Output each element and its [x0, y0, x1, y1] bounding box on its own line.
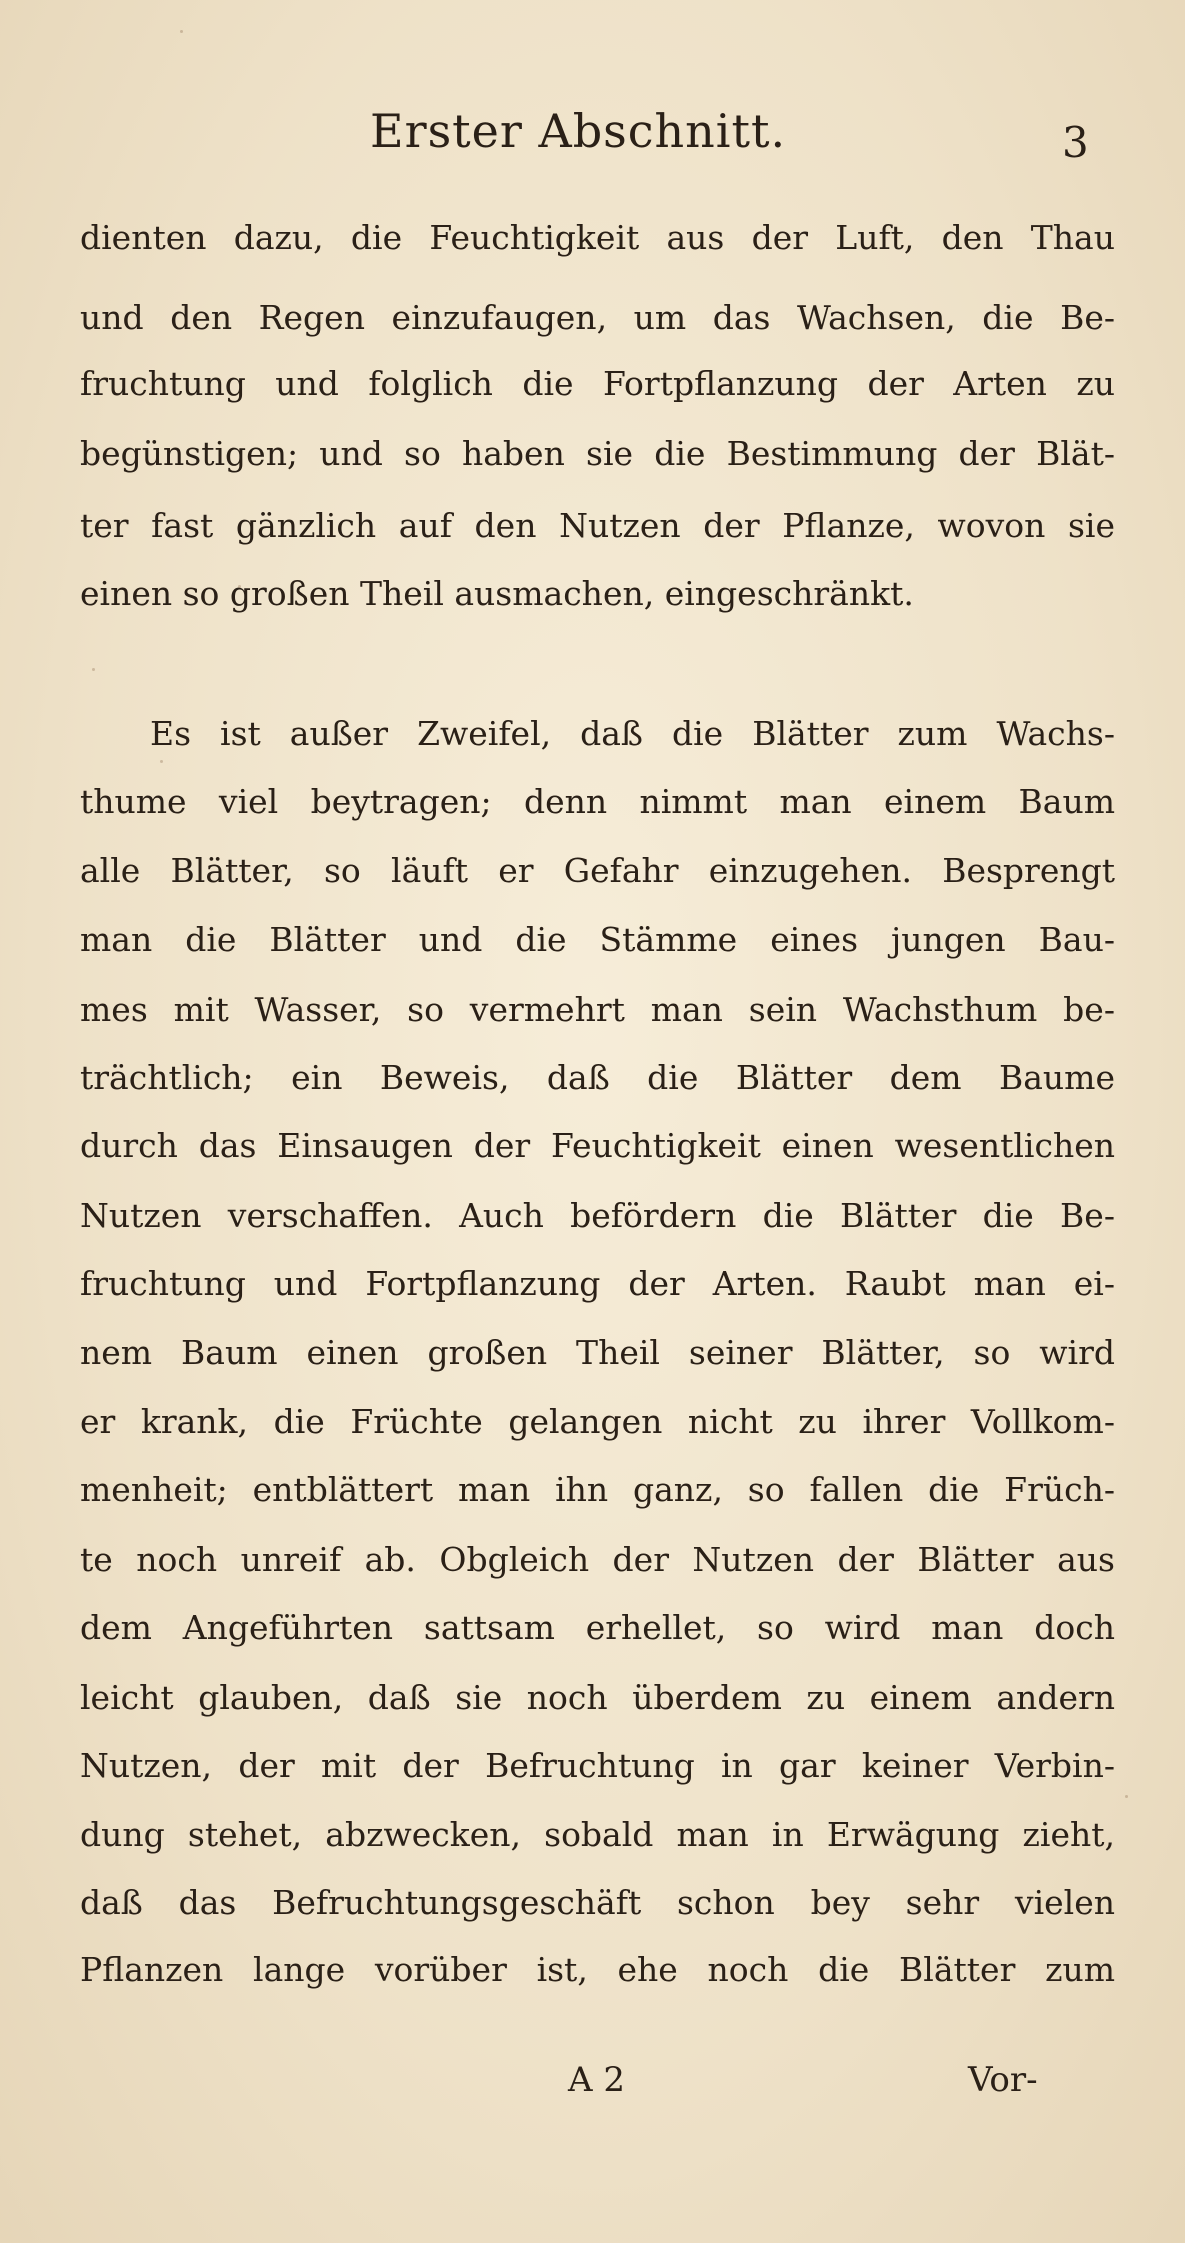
paragraph-2-line: nem Baum einen großen Theil seiner Blätter, so wird [80, 1333, 1115, 1372]
paragraph-2-line: menheit; entblättert man ihn ganz, so fallen die Früch- [80, 1470, 1115, 1509]
signature-mark: A 2 [568, 2060, 625, 2100]
paragraph-1-line: und den Regen einzufaugen, um das Wachsen, die Be- [80, 298, 1115, 337]
paragraph-2-line: Nutzen verschaffen. Auch befördern die Blätter die Be- [80, 1196, 1115, 1235]
paragraph-2-line: fruchtung und Fortpflanzung der Arten. Raubt man ei- [80, 1264, 1115, 1303]
paragraph-2-line: man die Blätter und die Stämme eines jungen Bau- [80, 920, 1115, 959]
paper-speck [1125, 1795, 1128, 1798]
paragraph-2-line: Pflanzen lange vorüber ist, ehe noch die Blätter zum [80, 1950, 1115, 1989]
page-number: 3 [1062, 118, 1089, 167]
catchword: Vor- [968, 2060, 1038, 2100]
paragraph-2-line: durch das Einsaugen der Feuchtigkeit einen wesentlichen [80, 1126, 1115, 1165]
paper-speck [160, 760, 163, 763]
paragraph-2-line: te noch unreif ab. Obgleich der Nutzen der Blätter aus [80, 1540, 1115, 1579]
paper-speck [180, 30, 183, 33]
paper-speck [92, 668, 95, 671]
running-head: Erster Abschnitt. [370, 104, 787, 158]
paragraph-2-line: Nutzen, der mit der Befruchtung in gar keiner Verbin- [80, 1746, 1115, 1785]
paragraph-1-line: dienten dazu, die Feuchtigkeit aus der Luft, den Thau [80, 218, 1115, 257]
paragraph-1-line: einen so großen Theil ausmachen, eingeschränkt. [80, 574, 914, 613]
paragraph-1-line: ter fast gänzlich auf den Nutzen der Pflanze, wovon sie [80, 506, 1115, 545]
paragraph-2-line: dung stehet, abzwecken, sobald man in Erwägung zieht, [80, 1815, 1115, 1854]
paragraph-2-line: Es ist außer Zweifel, daß die Blätter zum Wachs- [150, 714, 1115, 753]
paragraph-2-line: daß das Befruchtungsgeschäft schon bey sehr vielen [80, 1883, 1115, 1922]
paragraph-2-line: thume viel beytragen; denn nimmt man einem Baum [80, 782, 1115, 821]
paragraph-1-line: fruchtung und folglich die Fortpflanzung der Arten zu [80, 364, 1115, 403]
paragraph-2-line: leicht glauben, daß sie noch überdem zu einem andern [80, 1678, 1115, 1717]
paragraph-1-line: begünstigen; und so haben sie die Bestimmung der Blät- [80, 434, 1115, 473]
paragraph-2-line: dem Angeführten sattsam erhellet, so wird man doch [80, 1608, 1115, 1647]
paragraph-2-line: mes mit Wasser, so vermehrt man sein Wachsthum be- [80, 990, 1115, 1029]
paragraph-2-line: er krank, die Früchte gelangen nicht zu ihrer Vollkom- [80, 1402, 1115, 1441]
paragraph-2-line: trächtlich; ein Beweis, daß die Blätter dem Baume [80, 1058, 1115, 1097]
paragraph-2-line: alle Blätter, so läuft er Gefahr einzugehen. Besprengt [80, 851, 1115, 890]
